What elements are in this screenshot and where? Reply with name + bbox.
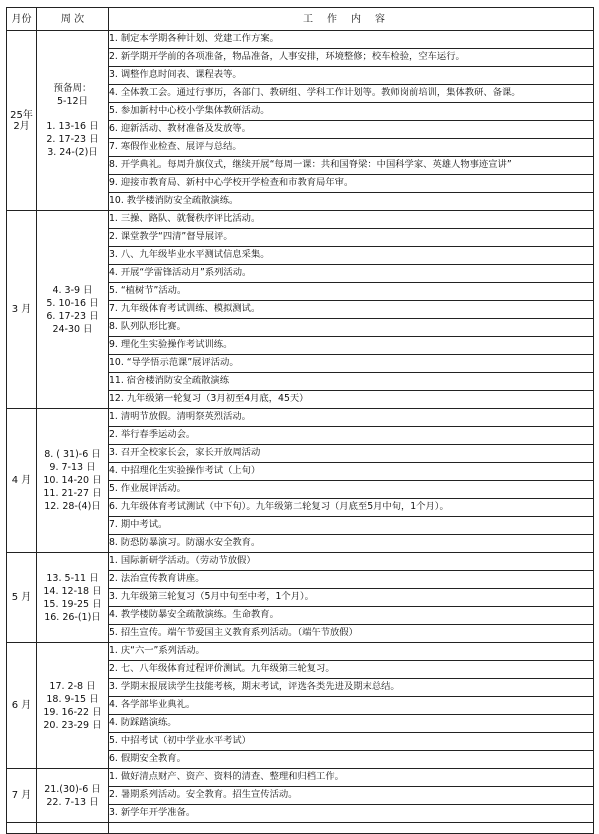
header-month: 月份 — [7, 8, 37, 31]
task-cell: 5. “植树节”活动。 — [109, 283, 594, 301]
schedule-body — [7, 31, 594, 834]
task-cell: 3. 调整作息时间表、课程表等。 — [109, 67, 594, 85]
month-cell — [7, 769, 37, 823]
task-cell: 8. 队列队形比赛。 — [109, 319, 594, 337]
task-cell: 3. 新学年开学准备。 — [109, 805, 594, 823]
task-cell: 3. 九年级第三轮复习（5月中旬至中考，1个月）。 — [109, 589, 594, 607]
week-label: 22. 7-13 日 — [46, 796, 99, 808]
header-week: 周 次 — [37, 8, 109, 31]
table-row — [7, 769, 594, 787]
task-cell: 4. 各学部毕业典礼。 — [109, 697, 594, 715]
task-cell: 10. 教学楼消防安全疏散演练。 — [109, 193, 594, 211]
task-cell: 11. 宿舍楼消防安全疏散演练 — [109, 373, 594, 391]
weeks-cell — [37, 769, 109, 823]
weeks-cell — [37, 31, 109, 211]
month-label: 25年 — [10, 109, 33, 121]
task-cell: 5. 中招考试（初中学业水平考试） — [109, 733, 594, 751]
header-row — [7, 8, 594, 31]
week-label: 9. 7-13 日 — [49, 462, 96, 473]
task-cell: 6. 九年级体育考试测试（中下旬）。九年级第二轮复习（月底至5月中旬，1个月）。 — [109, 499, 594, 517]
task-cell: 7. 寒假作业检查、展评与总结。 — [109, 139, 594, 157]
task-cell: 4. 开展“学雷锋活动月”系列活动。 — [109, 265, 594, 283]
schedule-table — [6, 7, 594, 834]
week-label: 6. 17-23 日 — [46, 310, 99, 322]
task-cell: 2. 法治宣传教育讲座。 — [109, 571, 594, 589]
task-cell: 3. 八、九年级毕业水平测试信息采集。 — [109, 247, 594, 265]
task-cell: 9. 迎接市教育局、新村中心学校开学检查和市教育局年审。 — [109, 175, 594, 193]
blank-cell — [7, 823, 37, 834]
task-cell: 2. 课堂教学“四清”督导展评。 — [109, 229, 594, 247]
weeks-cell — [37, 211, 109, 409]
task-cell: 3. 学期末报展读学生技能考核，期末考试，评选各类先进及期末总结。 — [109, 679, 594, 697]
task-cell: 8. 防恐防暴演习。防溺水安全教育。 — [109, 535, 594, 553]
week-label: 15. 19-25 日 — [43, 598, 102, 610]
task-cell: 2. 暑期系列活动。安全教育。招生宣传活动。 — [109, 787, 594, 805]
task-cell: 9. 理化生实验操作考试训练。 — [109, 337, 594, 355]
table-row — [7, 553, 594, 571]
month-label: 5 月 — [11, 592, 32, 603]
task-cell: 2. 新学期开学前的各项准备，物品准备，人事安排，环境整修；校车检验，空车运行。 — [109, 49, 594, 67]
week-label: 19. 16-22 日 — [43, 706, 102, 718]
task-cell: 1. 庆“六一”系列活动。 — [109, 643, 594, 661]
week-label: 预备周： — [53, 83, 92, 94]
task-cell: 1. 清明节放假。清明祭英烈活动。 — [109, 409, 594, 427]
month-label: 7 月 — [11, 790, 32, 801]
month-cell — [7, 553, 37, 643]
task-cell: 1. 三操、路队、就餐秩序评比活动。 — [109, 211, 594, 229]
table-row — [7, 211, 594, 229]
task-cell: 7. 九年级体育考试训练、模拟测试。 — [109, 301, 594, 319]
month-label: 4 月 — [11, 475, 32, 486]
blank-cell — [37, 823, 109, 834]
task-cell: 2. 七、八年级体育过程评价测试。九年级第三轮复习。 — [109, 661, 594, 679]
task-cell: 4. 全体教工会。通过行事历，各部门、教研组、学科工作计划等。教师岗前培训，集体教研、备课。 — [109, 85, 594, 103]
week-label: 11. 21-27 日 — [43, 488, 102, 499]
task-cell: 8. 开学典礼。每周升旗仪式，继续开展“每周一课：共和国脊梁：中国科学家、英雄人物事迹宣讲” — [109, 157, 594, 175]
task-cell: 4. 教学楼防暴安全疏散演练。生命教育。 — [109, 607, 594, 625]
month-cell — [7, 211, 37, 409]
task-cell: 5. 招生宣传。端午节爱国主义教育系列活动。（端午节放假） — [109, 625, 594, 643]
week-label: 17. 2-8 日 — [49, 680, 96, 692]
task-cell: 4. 防踩踏演练。 — [109, 715, 594, 733]
task-cell: 5. 参加新村中心校小学集体教研活动。 — [109, 103, 594, 121]
task-cell: 1. 国际新研学活动。（劳动节放假） — [109, 553, 594, 571]
month-label: 6 月 — [11, 700, 32, 711]
header-task: 工作内容 — [109, 8, 594, 31]
week-label: 5. 10-16 日 — [46, 297, 99, 309]
month-cell — [7, 409, 37, 553]
task-cell: 2. 举行春季运动会。 — [109, 427, 594, 445]
blank-cell — [109, 823, 594, 834]
task-cell: 3. 召开全校家长会，家长开放周活动 — [109, 445, 594, 463]
week-label: 3. 24-(2)日 — [47, 147, 98, 158]
table-row-blank — [7, 823, 594, 834]
task-cell: 1. 做好清点财产、资产、资料的清查、整理和归档工作。 — [109, 769, 594, 787]
week-label: 10. 14-20 日 — [43, 475, 102, 486]
week-label: 18. 9-15 日 — [46, 693, 99, 705]
month-cell — [7, 643, 37, 769]
weeks-cell — [37, 643, 109, 769]
week-label: 13. 5-11 日 — [46, 572, 99, 584]
task-cell: 10. “导学悟示范课”展评活动。 — [109, 355, 594, 373]
week-label: 20. 23-29 日 — [43, 719, 102, 731]
task-cell: 12. 九年级第一轮复习（3月初至4月底，45天） — [109, 391, 594, 409]
task-cell: 7. 期中考试。 — [109, 517, 594, 535]
week-label: 8. ( 31)-6 日 — [44, 449, 101, 460]
week-label: 21.(30)-6 日 — [44, 783, 101, 795]
table-row — [7, 643, 594, 661]
week-label: 14. 12-18 日 — [43, 585, 102, 597]
month-label: 2月 — [13, 120, 30, 132]
weeks-cell — [37, 409, 109, 553]
week-label: 12. 28-(4)日 — [44, 501, 101, 512]
week-label: 24-30 日 — [52, 323, 93, 335]
month-cell — [7, 31, 37, 211]
weeks-cell — [37, 553, 109, 643]
task-cell: 6. 迎新活动、教材准备及发放等。 — [109, 121, 594, 139]
month-label: 3 月 — [11, 304, 32, 315]
week-label: 2. 17-23 日 — [46, 134, 99, 145]
task-cell: 6. 假期安全教育。 — [109, 751, 594, 769]
table-row — [7, 31, 594, 49]
task-cell: 1. 制定本学期各种计划、党建工作方案。 — [109, 31, 594, 49]
task-cell: 4. 中招理化生实验操作考试（上旬） — [109, 463, 594, 481]
week-label: 4. 3-9 日 — [52, 284, 93, 296]
table-row — [7, 409, 594, 427]
week-label: 1. 13-16 日 — [46, 121, 99, 132]
task-cell: 5. 作业展评活动。 — [109, 481, 594, 499]
week-label: 16. 26-(1)日 — [44, 611, 101, 623]
week-label: 5-12日 — [56, 96, 89, 107]
